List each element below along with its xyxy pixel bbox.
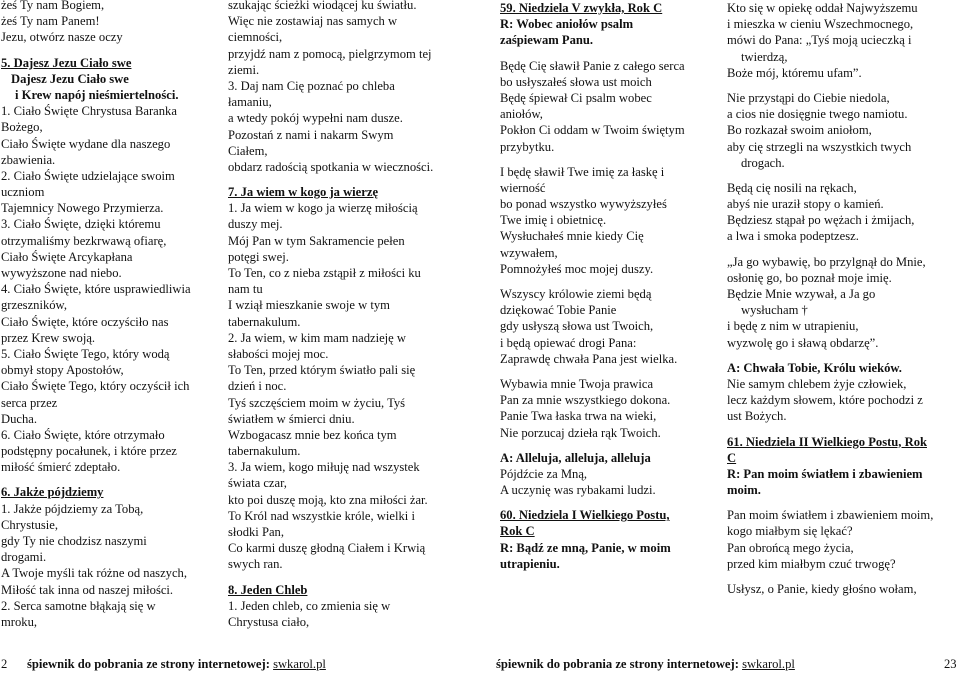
text-line: żeś Ty nam Bogiem, <box>1 0 105 12</box>
text-line: obmył stopy Apostołów, <box>1 363 124 378</box>
text-line: potęgi swej. <box>228 249 289 264</box>
text-line: Usłysz, o Panie, kiedy głośno wołam, <box>727 582 917 596</box>
spacer <box>727 81 959 90</box>
text-line: słodki Pan, <box>228 525 284 539</box>
text-line: szukając ścieżki wiodącej ku światłu. <box>228 0 417 12</box>
text-line: Miłość tak inna od naszej miłości. <box>1 582 174 597</box>
text-line: łamaniu, <box>228 95 272 110</box>
text-line: 1. Ja wiem w kogo ja wierzę miłością <box>228 201 418 216</box>
text-line: moim. <box>727 483 761 498</box>
spacer <box>727 171 959 180</box>
text-line: Pan moim światłem i zbawieniem moim, <box>727 508 934 523</box>
text-line: uczniom <box>1 185 45 200</box>
text-line: 1. Jeden chleb, co zmienia się w <box>228 598 391 613</box>
text-line: Pozostań z nami i nakarm Swym <box>228 127 394 142</box>
text-line: A: Alleluja, alleluja, alleluja <box>500 450 651 465</box>
text-line: przed kim miałbym czuć trwogę? <box>727 556 896 571</box>
text-line: Będzie Mnie wzywał, a Ja go <box>727 287 876 301</box>
spacer <box>1 475 219 484</box>
spacer <box>500 441 718 450</box>
text-line: świata czar, <box>228 476 287 491</box>
column-3 <box>500 0 718 572</box>
text-line: przybytku. <box>500 139 555 154</box>
text-line: zbawienia. <box>1 152 56 167</box>
text-line: a cios nie dosięgnie twego namiotu. <box>727 107 908 122</box>
text-line: Ciało Święte wydane dla naszego <box>1 136 171 151</box>
section-heading: 59. Niedziela V zwykła, Rok C <box>500 1 663 15</box>
text-line: słabości mojej moc. <box>228 346 329 361</box>
footer-link-right[interactable]: swkarol.pl <box>742 657 795 671</box>
page-number-right: 23 <box>944 657 957 671</box>
spacer <box>500 277 718 286</box>
column-4 <box>727 0 959 597</box>
text-line: Nie przystąpi do Ciebie niedola, <box>727 90 890 105</box>
text-line: podstępny pocałunek, i które przez <box>1 444 177 459</box>
column-2 <box>228 0 470 630</box>
text-line: mroku, <box>1 614 38 629</box>
text-line: To Król nad wszystkie króle, wielki i <box>228 508 415 523</box>
text-line: 2. Ja wiem, w kim mam nadzieję w <box>228 330 407 345</box>
text-line: Będą cię nosili na rękach, <box>727 180 857 195</box>
section-heading: 60. Niedziela I Wielkiego Postu, <box>500 508 670 523</box>
text-line: nam tu <box>228 282 263 297</box>
text-line: 2. Serca samotne błąkają się w <box>1 598 156 613</box>
text-line: 4. Ciało Święte, które usprawiedliwia <box>1 282 191 297</box>
text-line: To Ten, co z nieba zstąpił z miłości ku <box>228 266 421 280</box>
text-line: osłonię go, bo poznał moje imię. <box>727 270 892 285</box>
text-line: utrapieniu. <box>500 556 560 571</box>
spacer <box>727 245 959 254</box>
text-line: aniołów, <box>500 107 543 122</box>
text-line: Pan obrońcą mego życia, <box>727 540 854 555</box>
text-line: kogo miałbym się lękać? <box>727 524 853 539</box>
text-line: Wybawia mnie Twoja prawica <box>500 376 654 391</box>
text-line: ziemi. <box>228 62 260 77</box>
text-line: lecz każdym słowem, które pochodzi z <box>727 393 923 408</box>
text-line: 5. Ciało Święte Tego, który wodą <box>1 346 170 361</box>
text-line: Ducha. <box>1 411 38 426</box>
spacer <box>500 498 718 507</box>
text-line: drogami. <box>1 550 47 565</box>
spacer <box>727 351 959 360</box>
text-line: aby cię strzegli na wszystkich twych <box>727 139 912 154</box>
footer-text-right: śpiewnik do pobrania ze strony internetowej: <box>496 657 739 671</box>
spacer <box>727 498 959 507</box>
text-line: Nie porzucaj dzieła rąk Twoich. <box>500 425 661 440</box>
text-line: Wzbogacasz mnie bez końca tym <box>228 427 397 442</box>
text-line: obdarz radością spotkania w wieczności. <box>228 159 434 174</box>
text-line: R: Bądź ze mną, Panie, w moim <box>500 540 671 555</box>
text-line: Ciałem, <box>228 143 268 158</box>
page-number-left: 2 <box>1 657 8 671</box>
section-heading: Rok C <box>500 524 535 539</box>
text-line: A uczynię was rybakami ludzi. <box>500 483 656 498</box>
text-line: gdy usłyszą słowa ust Twoich, <box>500 319 654 334</box>
text-line: Wszyscy królowie ziemi będą <box>500 287 652 301</box>
text-line: 6. Ciało Święte, które otrzymało <box>1 427 165 442</box>
section-heading: 5. Dajesz Jezu Ciało swe <box>1 55 132 70</box>
text-line: Mój Pan w tym Sakramencie pełen <box>228 233 405 248</box>
section-heading: C <box>727 450 737 465</box>
text-line: „Ja go wybawię, bo przylgnął do Mnie, <box>727 254 926 269</box>
text-line: R: Pan moim światłem i zbawieniem <box>727 466 923 481</box>
text-line: 3. Ciało Święte, dzięki któremu <box>1 217 161 232</box>
text-line: duszy mej. <box>228 217 283 232</box>
text-line: wierność <box>500 180 546 195</box>
text-line: bo usłyszałeś słowa ust moich <box>500 74 652 89</box>
spacer <box>500 49 718 58</box>
text-line: światłem w śmierci dniu. <box>228 411 355 426</box>
text-line: Boże mój, któremu ufam”. <box>727 65 862 80</box>
text-line: Dajesz Jezu Ciało swe <box>11 71 129 86</box>
text-line: Ciało Święte Arcykapłana <box>1 249 133 264</box>
text-line: Bo rozkazał swoim aniołom, <box>727 123 872 138</box>
text-line: grzeszników, <box>1 298 67 313</box>
text-line: Bożego, <box>1 120 43 135</box>
text-line: i mieszka w cieniu Wszechmocnego, <box>727 17 914 32</box>
footer-right <box>496 657 795 672</box>
section-heading: 6. Jakże pójdziemy <box>1 485 104 500</box>
text-line: kto poi duszę moją, kto zna miłości żar. <box>228 492 428 507</box>
spacer <box>727 572 959 581</box>
section-heading: 8. Jeden Chleb <box>228 582 308 597</box>
text-line: Tajemnicy Nowego Przymierza. <box>1 201 164 216</box>
text-line: Jezu, otwórz nasze oczy <box>1 30 123 45</box>
section-heading: 61. Niedziela II Wielkiego Postu, Rok <box>727 434 927 449</box>
text-line: swych ran. <box>228 557 283 572</box>
text-line: wywyższone nad niebo. <box>1 266 122 280</box>
text-line: twierdzą, <box>741 49 788 64</box>
text-line: To Ten, przed którym światło pali się <box>228 363 416 378</box>
spacer <box>500 367 718 376</box>
text-line: Pójdźcie za Mną, <box>500 466 588 481</box>
text-line: Ciało Święte Tego, który oczyścił ich <box>1 379 190 394</box>
footer-left <box>1 657 326 672</box>
text-line: zaśpiewam Panu. <box>500 33 594 48</box>
section-heading: 7. Ja wiem w kogo ja wierzę <box>228 185 379 200</box>
text-line: i będą opiewać drogi Pana: <box>500 335 637 350</box>
text-line: Wysłuchałeś mnie kiedy Cię <box>500 229 644 244</box>
text-line: 3. Ja wiem, kogo miłuję nad wszystek <box>228 460 420 475</box>
text-line: abyś nie uraził stopy o kamień. <box>727 197 884 212</box>
text-line: i będę z nim w utrapieniu, <box>727 319 859 334</box>
text-line: dziękować Tobie Panie <box>500 303 617 318</box>
text-line: przyjdź nam z pomocą, pielgrzymom tej <box>228 46 432 61</box>
text-line: Pomnożyłeś moc mojej duszy. <box>500 261 654 276</box>
text-line: serca przez <box>1 395 58 410</box>
text-line: drogach. <box>741 155 785 170</box>
text-line: Pokłon Ci oddam w Twoim świętym <box>500 123 685 138</box>
text-line: a wtedy pokój wypełni nam dusze. <box>228 111 403 126</box>
text-line: A: Chwała Tobie, Królu wieków. <box>727 360 902 375</box>
text-line: wzywałem, <box>500 245 558 260</box>
text-line: R: Wobec aniołów psalm <box>500 17 634 32</box>
text-line: ust Bożych. <box>727 409 787 424</box>
text-line: mówi do Pana: „Tyś moją ucieczką i <box>727 33 912 48</box>
footer-link-left[interactable]: swkarol.pl <box>273 657 326 671</box>
text-line: I będę sławił Twe imię za łaskę i <box>500 164 665 179</box>
text-line: miłość śmierć zdeptało. <box>1 460 121 475</box>
text-line: Panie Twa łaska trwa na wieki, <box>500 409 657 424</box>
text-line: wyzwolę go i sławą obdarzę”. <box>727 335 879 350</box>
text-line: Będę śpiewał Ci psalm wobec <box>500 90 652 105</box>
text-line: dzień i noc. <box>228 379 287 394</box>
text-line: Ciało Święte, które oczyściło nas <box>1 314 169 329</box>
text-line: Chrystusa ciało, <box>228 614 310 629</box>
spacer <box>1 46 219 55</box>
text-line: Chrystusie, <box>1 517 59 532</box>
text-line: przez Krew swoją. <box>1 330 96 345</box>
text-line: Zaprawdę chwała Pana jest wielka. <box>500 351 678 366</box>
text-line: wysłucham † <box>741 303 808 318</box>
text-line: I wziął mieszkanie swoje w tym <box>228 298 390 313</box>
text-line: gdy Ty nie chodzisz naszymi <box>1 534 147 548</box>
text-line: i Krew napój nieśmiertelności. <box>15 87 179 102</box>
text-line: Nie samym chlebem żyje człowiek, <box>727 376 907 391</box>
text-line: Pan za mnie wszystkiego dokona. <box>500 393 671 408</box>
text-line: Będę Cię sławił Panie z całego serca <box>500 58 685 73</box>
text-line: 1. Jakże pójdziemy za Tobą, <box>1 501 144 516</box>
footer-text-left: śpiewnik do pobrania ze strony internetowej: <box>27 657 270 671</box>
text-line: Twe imię i obietnicę. <box>500 213 607 228</box>
text-line: Tyś szczęściem moim w życiu, Tyś <box>228 395 406 410</box>
text-line: A Twoje myśli tak różne od naszych, <box>1 566 188 581</box>
text-line: Co karmi duszę głodną Ciałem i Krwią <box>228 541 426 556</box>
text-line: 1. Ciało Święte Chrystusa Baranka <box>1 104 177 119</box>
text-line: otrzymaliśmy bezkrwawą ofiarę, <box>1 233 167 248</box>
spacer <box>228 573 470 582</box>
text-line: ciemności, <box>228 30 283 45</box>
text-line: 2. Ciało Święte udzielające swoim <box>1 168 175 183</box>
text-line: żeś Ty nam Panem! <box>1 14 100 29</box>
spacer <box>228 175 470 184</box>
text-line: tabernakulum. <box>228 444 301 459</box>
spacer <box>500 155 718 164</box>
text-line: Będziesz stąpał po wężach i żmijach, <box>727 213 915 228</box>
column-1 <box>1 0 219 630</box>
text-line: bo ponad wszystko wywyższyłeś <box>500 197 667 212</box>
text-line: Więc nie zostawiaj nas samych w <box>228 14 398 29</box>
text-line: Kto się w opiekę oddał Najwyższemu <box>727 1 918 15</box>
spacer <box>727 425 959 434</box>
text-line: 3. Daj nam Cię poznać po chleba <box>228 78 395 93</box>
text-line: tabernakulum. <box>228 314 301 329</box>
text-line: a lwa i smoka podeptzesz. <box>727 229 859 244</box>
